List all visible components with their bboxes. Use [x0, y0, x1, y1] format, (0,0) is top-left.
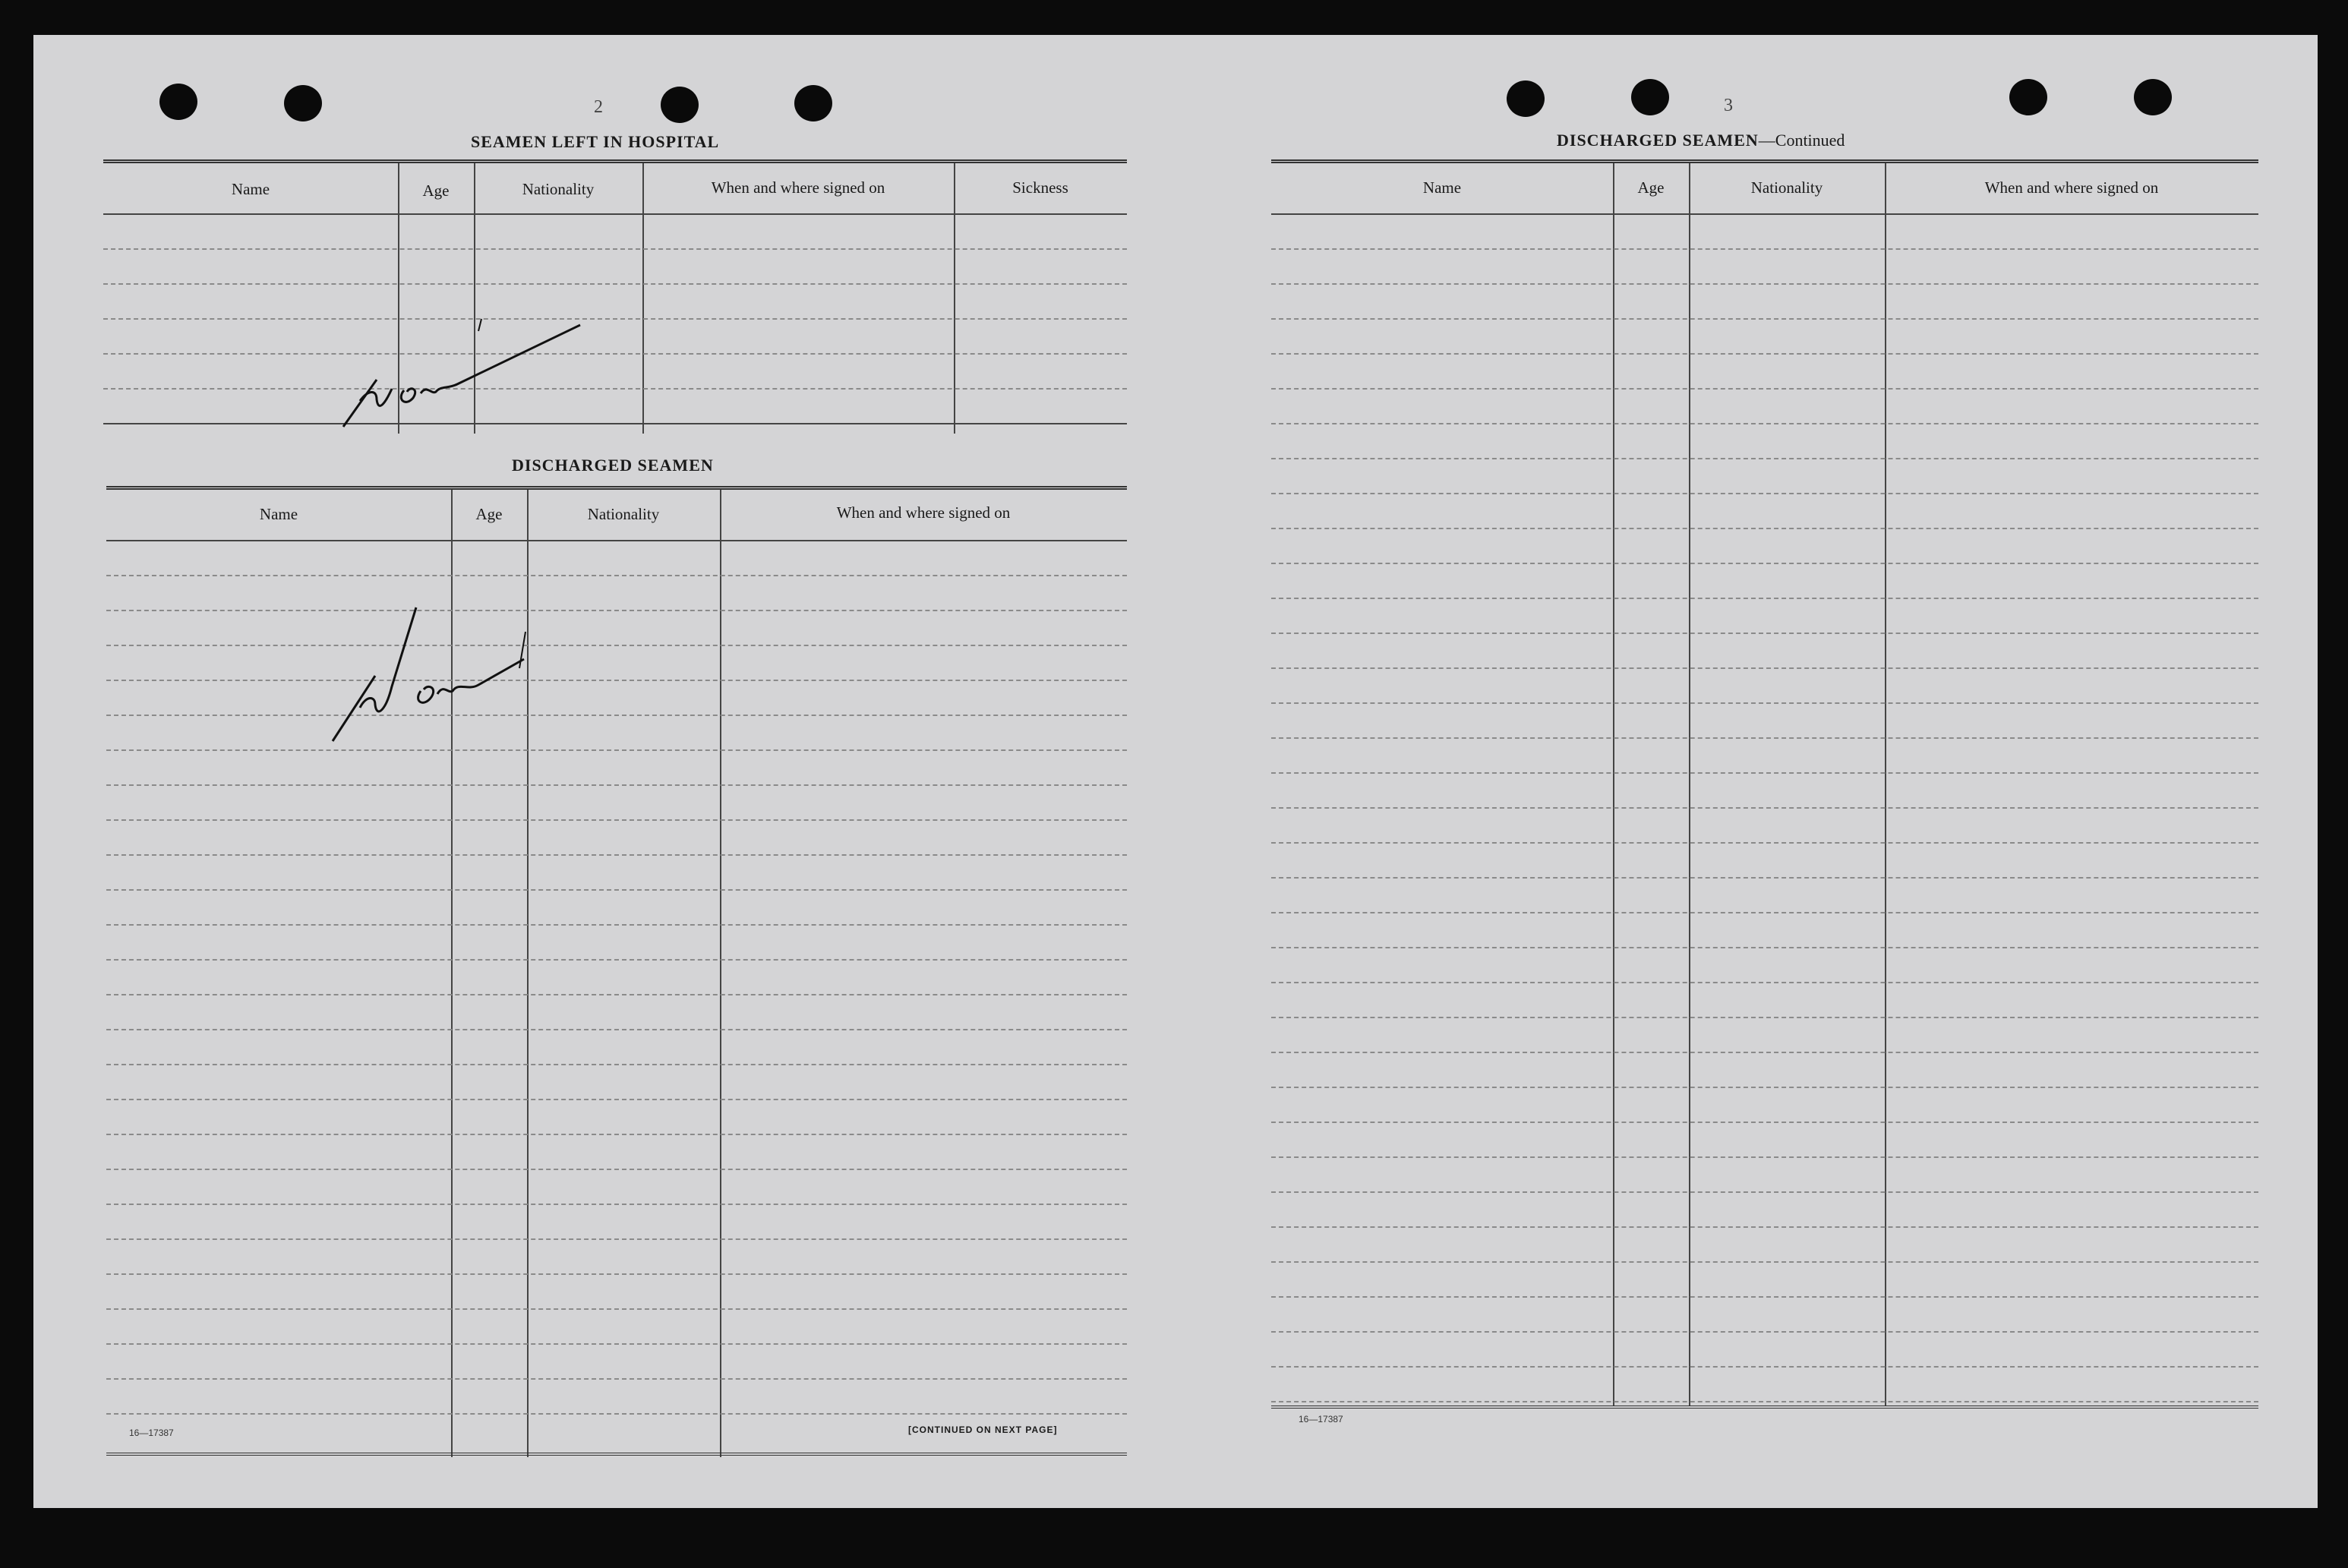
row-line	[1271, 493, 2258, 494]
col-head-name: Name	[1422, 178, 1462, 197]
col-head-name: Name	[259, 505, 298, 523]
col-head-age: Age	[475, 505, 503, 523]
form-number: 16—17387	[1299, 1414, 1343, 1424]
col-head-name: Name	[231, 180, 270, 198]
row-line	[106, 610, 1127, 611]
table-bottom-rule	[1271, 1406, 2258, 1409]
row-line	[1271, 807, 2258, 809]
col-head-nationality: Nationality	[587, 505, 660, 523]
col-head-age: Age	[1637, 178, 1665, 197]
handwritten-none-hospital	[307, 316, 595, 437]
row-line	[103, 248, 1127, 250]
row-line	[106, 784, 1127, 786]
discharged-continued-table	[1271, 159, 2258, 1439]
row-line	[106, 889, 1127, 891]
punch-hole	[2134, 79, 2172, 115]
row-line	[1271, 842, 2258, 844]
page-number: 3	[1724, 96, 1733, 115]
row-line	[1271, 1156, 2258, 1158]
page-number: 2	[594, 97, 603, 117]
row-line	[1271, 1366, 2258, 1368]
punch-hole	[284, 85, 322, 121]
row-line	[1271, 1122, 2258, 1123]
row-line	[1271, 1087, 2258, 1088]
row-line	[106, 1064, 1127, 1065]
row-line	[1271, 318, 2258, 320]
discharged-continued-title	[1557, 131, 1845, 150]
col-divider	[954, 163, 955, 434]
row-line	[103, 353, 1127, 355]
row-line	[106, 924, 1127, 926]
row-line	[103, 388, 1127, 390]
row-line	[1271, 982, 2258, 983]
row-line	[106, 1308, 1127, 1310]
row-line	[1271, 1191, 2258, 1193]
row-line	[106, 1413, 1127, 1415]
col-divider	[1689, 163, 1690, 1406]
hospital-table	[103, 159, 1127, 467]
row-line	[1271, 947, 2258, 948]
row-line	[106, 854, 1127, 856]
col-head-signed-on: When and where signed on	[711, 178, 885, 197]
row-line	[106, 575, 1127, 576]
col-divider	[642, 163, 644, 434]
left-page	[33, 35, 1176, 1508]
row-line	[106, 1029, 1127, 1030]
row-line	[106, 1343, 1127, 1345]
title-continued: —Continued	[1758, 131, 1845, 150]
row-line	[1271, 1226, 2258, 1228]
discharged-table	[106, 486, 1127, 1439]
col-head-age: Age	[422, 181, 450, 200]
col-divider	[1613, 163, 1614, 1406]
row-line	[1271, 912, 2258, 913]
row-line	[1271, 633, 2258, 634]
col-head-signed-on: When and where signed on	[836, 503, 1011, 522]
row-line	[1271, 772, 2258, 774]
row-line	[1271, 1261, 2258, 1263]
form-sheet	[33, 35, 2318, 1508]
row-line	[106, 1378, 1127, 1380]
row-line	[106, 1273, 1127, 1275]
punch-hole	[794, 85, 832, 121]
row-line	[1271, 248, 2258, 250]
form-number: 16—17387	[129, 1428, 174, 1438]
handwritten-none-discharged	[322, 597, 580, 749]
row-line	[1271, 1052, 2258, 1053]
row-line	[106, 1238, 1127, 1240]
row-line	[1271, 388, 2258, 390]
row-line	[106, 680, 1127, 681]
col-divider	[720, 490, 721, 1457]
row-line	[1271, 1017, 2258, 1018]
punch-hole	[1631, 79, 1669, 115]
row-line	[106, 645, 1127, 646]
hospital-section-title: SEAMEN LEFT IN HOSPITAL	[471, 132, 720, 151]
row-line	[1271, 598, 2258, 599]
row-line	[106, 1169, 1127, 1170]
row-line	[1271, 1331, 2258, 1333]
row-line	[1271, 353, 2258, 355]
row-line	[106, 1204, 1127, 1205]
row-line	[1271, 702, 2258, 704]
table-bottom-rule	[106, 1453, 1127, 1456]
punch-hole	[661, 87, 699, 123]
row-line	[106, 819, 1127, 821]
row-line	[106, 715, 1127, 716]
col-divider	[1885, 163, 1886, 1406]
col-head-signed-on: When and where signed on	[1984, 178, 2159, 197]
punch-hole	[2009, 79, 2047, 115]
row-line	[1271, 423, 2258, 424]
col-head-nationality: Nationality	[1750, 178, 1823, 197]
title-main: DISCHARGED SEAMEN	[1557, 131, 1759, 150]
row-line	[1271, 528, 2258, 529]
row-line	[1271, 1296, 2258, 1298]
discharged-section-title: DISCHARGED SEAMEN	[512, 456, 714, 475]
punch-hole	[1507, 80, 1545, 117]
right-page	[1176, 35, 2318, 1508]
row-line	[1271, 458, 2258, 459]
row-line	[106, 959, 1127, 961]
row-line	[106, 994, 1127, 995]
row-line	[106, 749, 1127, 751]
col-head-sickness: Sickness	[1012, 178, 1068, 197]
row-line	[1271, 283, 2258, 285]
row-line	[103, 318, 1127, 320]
continued-note: [CONTINUED ON NEXT PAGE]	[908, 1424, 1058, 1435]
col-head-nationality: Nationality	[522, 180, 595, 198]
row-line	[1271, 877, 2258, 879]
row-line	[1271, 737, 2258, 739]
row-line	[103, 423, 1127, 424]
row-line	[1271, 667, 2258, 669]
row-line	[103, 283, 1127, 285]
row-line	[106, 1099, 1127, 1100]
row-line	[106, 1134, 1127, 1135]
punch-hole	[159, 84, 197, 120]
row-line	[1271, 1401, 2258, 1402]
row-line	[1271, 563, 2258, 564]
